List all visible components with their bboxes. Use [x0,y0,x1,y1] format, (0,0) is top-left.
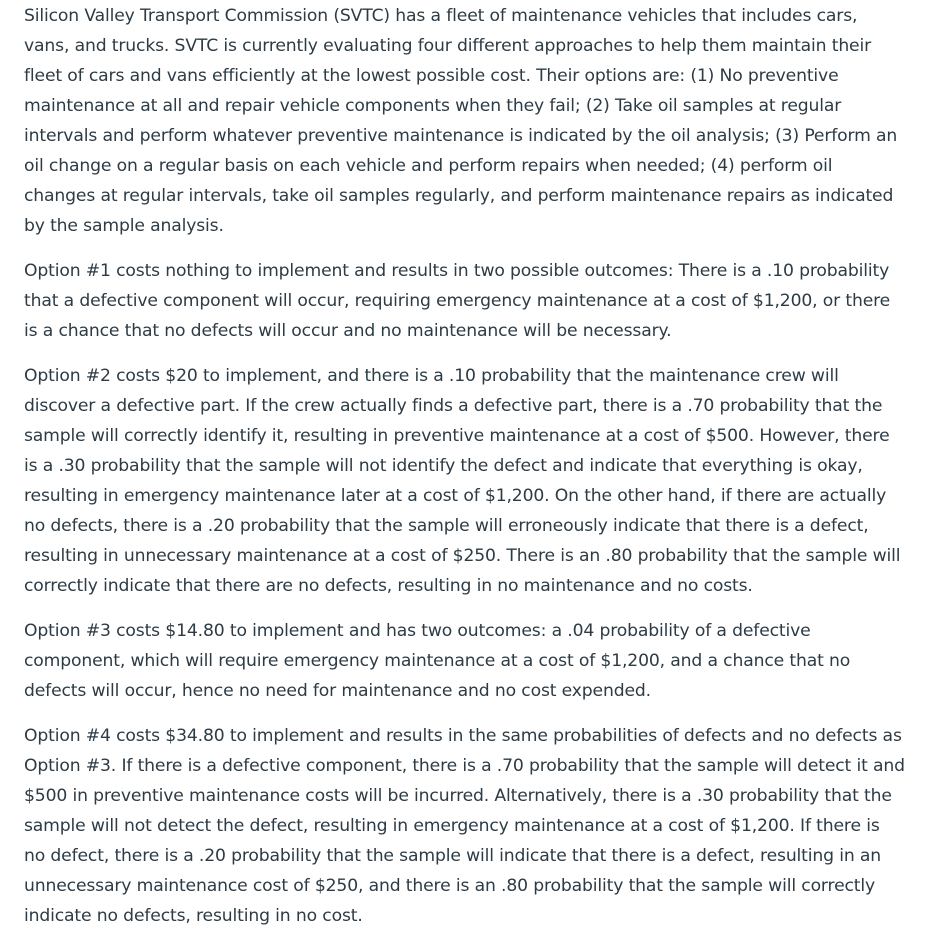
paragraph-option-1: Option #1 costs nothing to implement and results in two possible outcomes: There is a .10 probability that a defective component will occur, requiring emergency maintenance at a cost of $1,200, or there is a chance that no defects will occur and no maintenance will be necessary. [24,261,891,341]
paragraph-option-2: Option #2 costs $20 to implement, and there is a .10 probability that the maintenance crew will discover a defective part. If the crew actually finds a defective part, there is a .70 probability that the sample will correctly identify it, resulting in preventive maintenance at a cost of $500. However, there is a .30 probability that the sample will not identify the defect and indicate that everything is okay, resulting in emergency maintenance later at a cost of $1,200. On the other hand, if there are actually no defects, there is a .20 probability that the sample will erroneously indicate that there is a defect, resulting in unnecessary maintenance at a cost of $250. There is an .80 probability that the sample will correctly indicate that there are no defects, resulting in no maintenance and no costs. [24,366,901,596]
paragraph-option-3: Option #3 costs $14.80 to implement and has two outcomes: a .04 probability of a defective component, which will require emergency maintenance at a cost of $1,200, and a chance that no defects will occur, hence no need for maintenance and no cost expended. [24,621,851,701]
paragraph-option-4: Option #4 costs $34.80 to implement and results in the same probabilities of defects and no defects as Option #3. If there is a defective component, there is a .70 probability that the sample will detect it and $500 in preventive maintenance costs will be incurred. Alternatively, there is a .30 probability that the sample will not detect the defect, resulting in emergency maintenance at a cost of $1,200. If there is no defect, there is a .20 probability that the sample will indicate that there is a defect, resulting in an unnecessary maintenance cost of $250, and there is an .80 probability that the sample will correctly indicate no defects, resulting in no cost. [24,726,905,926]
paragraph-intro: Silicon Valley Transport Commission (SVTC) has a fleet of maintenance vehicles that includes cars, vans, and trucks. SVTC is currently evaluating four different approaches to help them maintain their fleet of cars and vans efficiently at the lowest possible cost. Their options are: (1) No preventive maintenance at all and repair vehicle components when they fail; (2) Take oil samples at regular intervals and perform whatever preventive maintenance is indicated by the oil analysis; (3) Perform an oil change on a regular basis on each vehicle and perform repairs when needed; (4) perform oil changes at regular intervals, take oil samples regularly, and perform maintenance repairs as indicated by the sample analysis. [24,6,898,236]
